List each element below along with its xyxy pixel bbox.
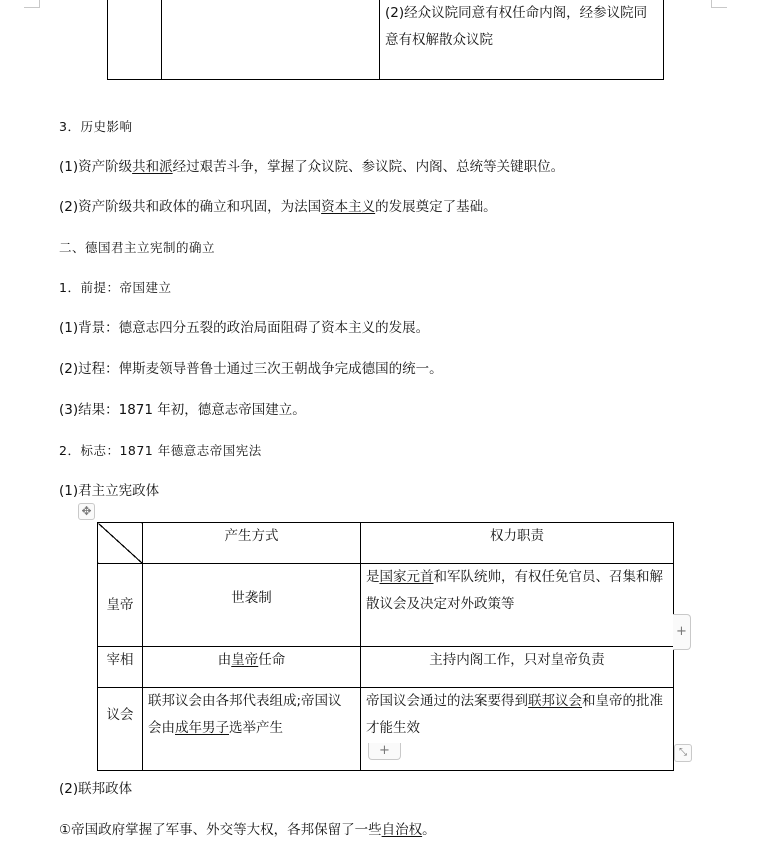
diagonal-header-cell[interactable] [98, 523, 143, 564]
table-cell[interactable]: 帝国议会通过的法案要得到联邦议会和皇帝的批准才能生效 [361, 688, 674, 771]
table-row [108, 0, 664, 80]
underlined-term: 共和派 [132, 159, 173, 175]
underlined-term: 自治权 [381, 822, 423, 838]
underlined-term: 成年男子 [175, 720, 229, 736]
germany-constitution-table [97, 522, 674, 771]
page-corner-mark-right [711, 0, 727, 8]
column-header-origin[interactable]: 产生方式 [143, 523, 361, 564]
column-header-duty[interactable]: 权力职责 [361, 523, 674, 564]
paragraph-process: (2)过程：俾斯麦领导普鲁士通过三次王朝战争完成德国的统一。 [59, 361, 443, 377]
row-header-parliament[interactable]: 议会 [98, 688, 143, 771]
heading-premise: 1．前提：帝国建立 [59, 280, 172, 295]
table-cell[interactable]: 主持内阁工作，只对皇帝负责 [361, 647, 674, 688]
underlined-term: 联邦议会 [528, 693, 582, 709]
paragraph-federal-1: ①帝国政府掌握了军事、外交等大权，各邦保留了一些自治权。 [59, 822, 436, 838]
table-move-handle-icon[interactable]: ✥ [78, 503, 95, 520]
row-header-chancellor[interactable]: 宰相 [98, 647, 143, 688]
table-row [98, 647, 674, 688]
table-header-row [98, 523, 674, 564]
underlined-term: 皇帝 [231, 652, 259, 668]
table-cell[interactable] [108, 0, 162, 80]
table-cell[interactable]: 是国家元首和军队统帅，有权任免官员、召集和解散议会及决定对外政策等 [361, 564, 674, 647]
table-cell[interactable] [162, 0, 380, 80]
row-header-emperor[interactable]: 皇帝 [98, 564, 143, 647]
table-cell[interactable]: (2)经众议院同意有权任命内阁，经参议院同意有权解散众议院 [380, 0, 664, 80]
table-row [98, 564, 674, 647]
heading-historical-impact: 3．历史影响 [59, 119, 133, 134]
paragraph-result: (3)结果：1871 年初，德意志帝国建立。 [59, 402, 306, 418]
table-cell[interactable]: 由皇帝任命 [143, 647, 361, 688]
subheading-constitutional-monarchy: (1)君主立宪政体 [59, 483, 160, 499]
table-cell[interactable]: 联邦议会由各邦代表组成;帝国议会由成年男子选举产生 [143, 688, 361, 771]
paragraph-background: (1)背景：德意志四分五裂的政治局面阻碍了资本主义的发展。 [59, 320, 430, 336]
page-corner-mark-left [24, 0, 40, 8]
subheading-federal-system: (2)联邦政体 [59, 781, 133, 797]
underlined-term: 国家元首 [379, 569, 434, 585]
france-constitution-table-continued [107, 0, 664, 80]
add-column-icon[interactable]: + [673, 614, 691, 650]
table-cell[interactable]: 世袭制 [143, 564, 361, 647]
table-resize-icon[interactable]: ⤡ [674, 744, 692, 762]
add-row-icon[interactable]: + [368, 743, 401, 760]
section-title-germany: 二、德国君主立宪制的确立 [59, 240, 216, 255]
underlined-term: 资本主义 [321, 199, 376, 215]
paragraph-impact-2: (2)资产阶级共和政体的确立和巩固，为法国资本主义的发展奠定了基础。 [59, 199, 497, 215]
heading-symbol: 2．标志：1871 年德意志帝国宪法 [59, 443, 262, 458]
paragraph-impact-1: (1)资产阶级共和派经过艰苦斗争，掌握了众议院、参议院、内阁、总统等关键职位。 [59, 159, 565, 175]
